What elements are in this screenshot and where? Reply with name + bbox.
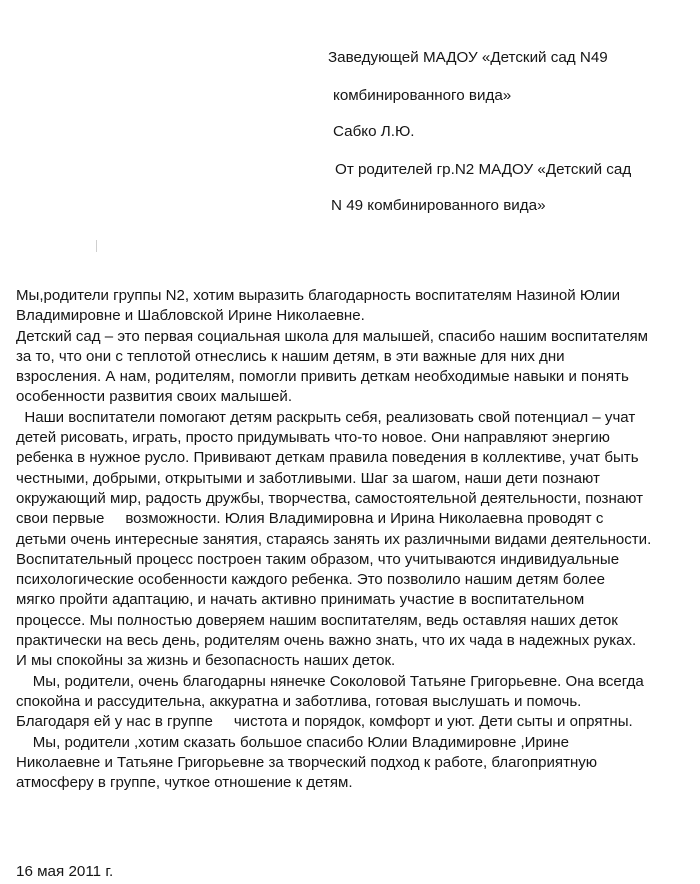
body-line: окружающий мир, радость дружбы, творчества, самостоятельной деятельности, познают <box>16 489 644 507</box>
letter-date: 16 мая 2011 г. <box>16 863 114 880</box>
body-line: детьми очень интересные занятия, стараясь занять их различными видами деятельности. <box>16 530 652 548</box>
scan-mark <box>96 240 97 252</box>
body-line: мягко пройти адаптацию, и начать активно принимать участие в воспитательном <box>16 591 585 609</box>
body-line: атмосферу в группе, чуткое отношение к детям. <box>16 774 353 792</box>
header-line-org-name: N 49 комбинированного вида» <box>331 197 546 214</box>
header-line-org-type: комбинированного вида» <box>333 87 512 104</box>
body-line: Воспитательный процесс построен таким образом, что учитываются индивидуальные <box>16 550 620 568</box>
body-line: Мы,родители группы N2, хотим выразить благодарность воспитателям Назиной Юлии <box>16 287 620 304</box>
body-line: И мы спокойны за жизнь и безопасность наших деток. <box>16 652 396 670</box>
body-line: Наши воспитатели помогают детям раскрыть себя, реализовать свой потенциал – учат <box>16 408 636 426</box>
body-line: практически на весь день, родителям очень важно знать, что их чада в надежных руках. <box>16 632 637 650</box>
body-line: особенности развития своих малышей. <box>16 388 293 406</box>
body-line: честными, добрыми, открытыми и заботливыми. Шаг за шагом, наши дети познают <box>16 469 600 487</box>
body-line: спокойна и рассудительна, аккуратна и заботлива, готовая выслушать и помочь. <box>16 692 582 710</box>
body-line: детей рисовать, играть, просто придумывать что-то новое. Они направляют энергию <box>16 429 610 447</box>
body-line: Владимировне и Шабловской Ирине Николаевне. <box>16 307 365 325</box>
body-line: психологические особенности каждого ребенка. Это позволило нашим детям более <box>16 571 605 589</box>
body-line: ребенка в нужное русло. Прививают деткам правила поведения в коллективе, учат быть <box>16 449 639 467</box>
body-line: Мы, родители ,хотим сказать большое спасибо Юлии Владимировне ,Ирине <box>16 733 569 751</box>
body-line: процессе. Мы полностью доверяем нашим воспитателям, ведь оставляя наших деток <box>16 611 618 629</box>
body-line: Детский сад – это первая социальная школа для малышей, спасибо нашим воспитателям <box>16 327 648 345</box>
header-line-addressee: Заведующей МАДОУ «Детский сад N49 <box>328 49 608 66</box>
body-line: Николаевне и Татьяне Григорьевне за творческий подход к работе, благоприятную <box>16 753 598 771</box>
letter-body <box>16 286 696 793</box>
body-line: Мы, родители, очень благодарны нянечке Соколовой Татьяне Григорьевне. Она всегда <box>16 672 644 690</box>
body-line: Благодаря ей у нас в группе чистота и порядок, комфорт и уют. Дети сыты и опрятны. <box>16 713 633 731</box>
body-line: за то, что они с теплотой отнеслись к нашим детям, в эти важные для них дни <box>16 347 565 365</box>
body-line: взросления. А нам, родителям, помогли привить деткам необходимые навыки и понять <box>16 368 629 386</box>
body-line: свои первые возможности. Юлия Владимировна и Ирина Николаевна проводят с <box>16 510 604 528</box>
header-line-head-name: Сабко Л.Ю. <box>333 123 415 140</box>
header-line-from-parents: От родителей гр.N2 МАДОУ «Детский сад <box>335 161 632 178</box>
